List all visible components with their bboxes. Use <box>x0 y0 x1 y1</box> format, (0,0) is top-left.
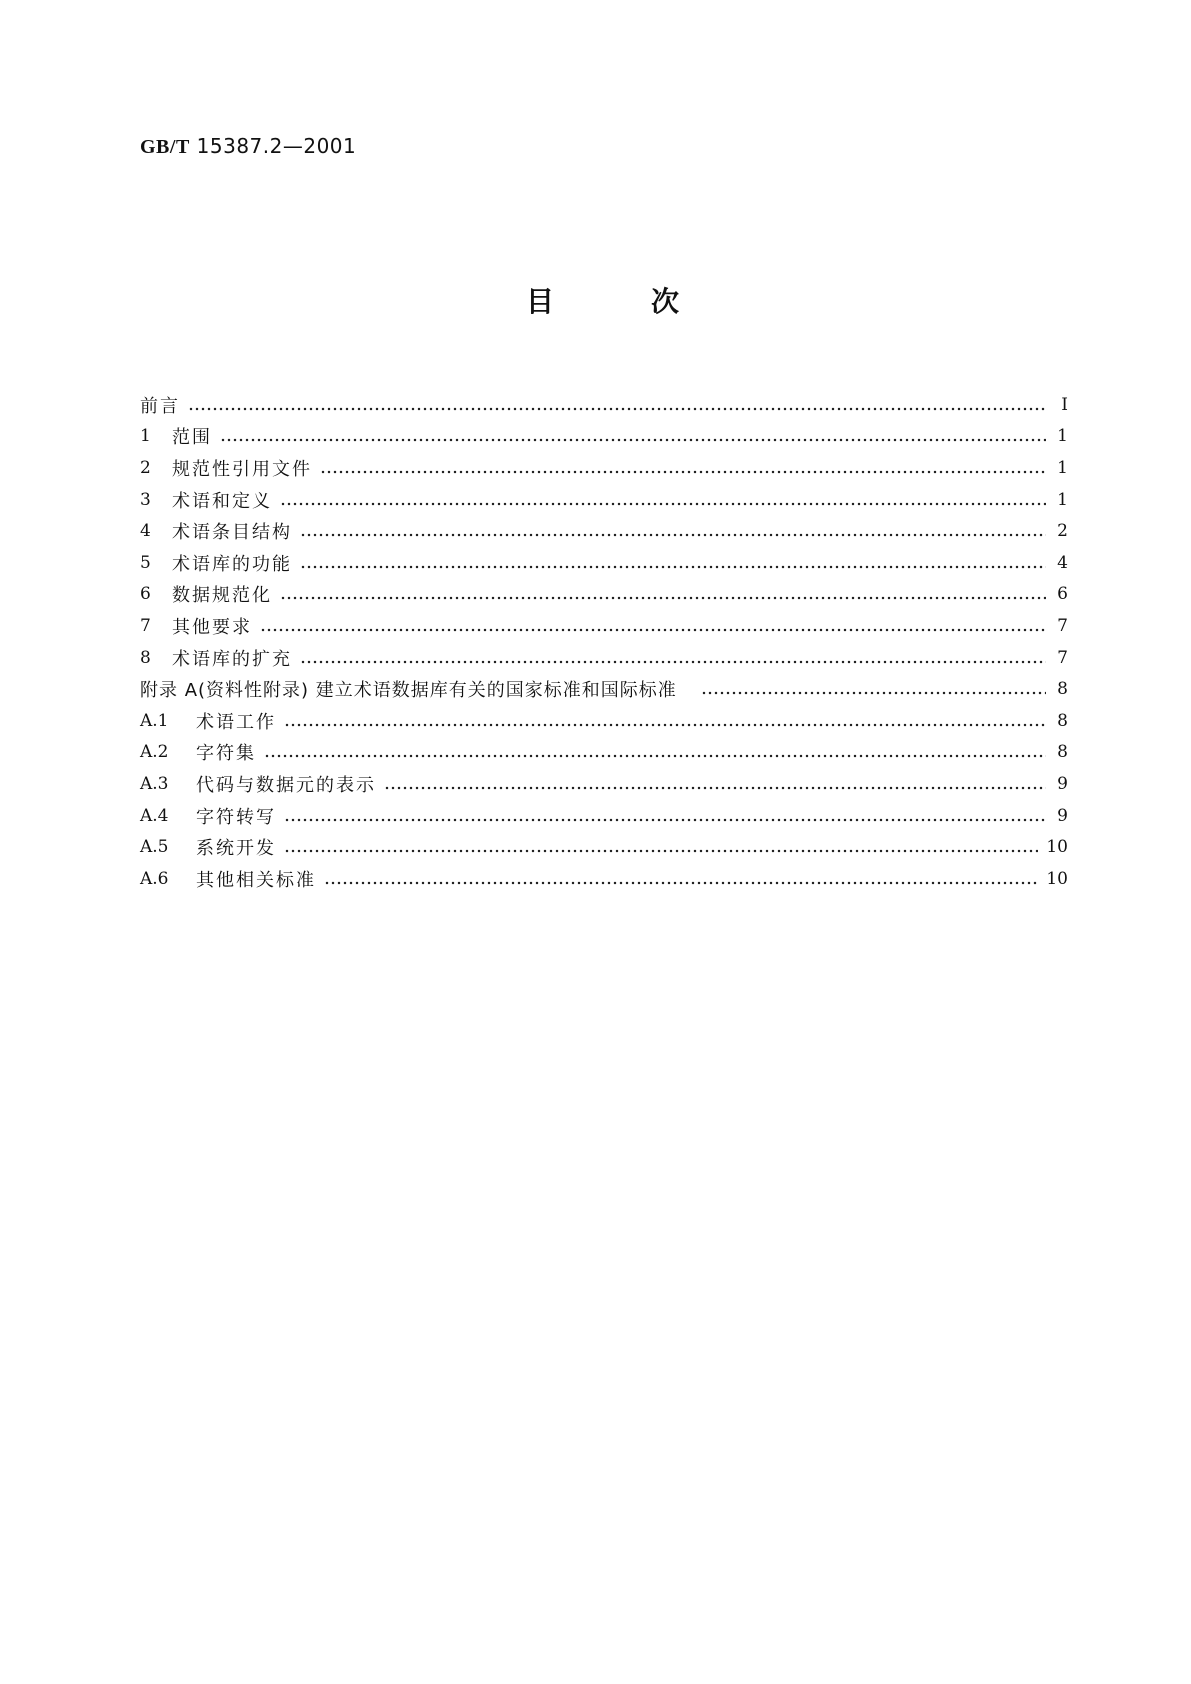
toc-entry-number: 6 <box>140 584 151 605</box>
dot-leader <box>284 711 1046 731</box>
toc-entry-number: 8 <box>140 647 151 668</box>
dot-leader <box>300 553 1046 573</box>
table-of-contents <box>140 389 1068 895</box>
toc-entry-label: 术语和定义 <box>172 490 272 512</box>
dot-leader <box>300 521 1046 541</box>
dot-leader <box>324 869 1038 889</box>
toc-entry-page: 2 <box>1057 521 1068 542</box>
toc-entry-label: 字符转写 <box>196 806 276 828</box>
toc-entry-number: A.3 <box>140 773 169 794</box>
toc-entry-3[interactable] <box>140 484 1068 516</box>
toc-entry-number: 4 <box>140 521 151 542</box>
toc-entry-appendix-a[interactable] <box>140 673 1068 705</box>
toc-entry-number: A.1 <box>140 710 169 731</box>
toc-entry-page: 9 <box>1057 805 1068 826</box>
toc-entry-label: 其他相关标准 <box>196 869 316 891</box>
toc-entry-page: I <box>1061 394 1068 415</box>
toc-entry-page: 1 <box>1057 489 1068 510</box>
toc-entry-label: 术语库的功能 <box>172 553 292 575</box>
toc-entry-a2[interactable] <box>140 737 1068 769</box>
standard-number: 15387.2—2001 <box>196 134 357 158</box>
toc-entry-label: 术语工作 <box>196 711 276 733</box>
toc-entry-page: 6 <box>1057 584 1068 605</box>
toc-entry-page: 4 <box>1057 552 1068 573</box>
toc-entry-number: 3 <box>140 489 151 510</box>
toc-entry-number: 5 <box>140 552 151 573</box>
dot-leader <box>300 648 1046 668</box>
toc-entry-number: 1 <box>140 426 151 447</box>
toc-entry-label: 代码与数据元的表示 <box>196 774 376 796</box>
toc-entry-page: 10 <box>1046 837 1068 858</box>
dot-leader <box>284 837 1038 857</box>
toc-entry-label: 前言 <box>140 395 180 417</box>
standard-prefix: GB/T <box>140 136 190 158</box>
toc-entry-page: 9 <box>1057 773 1068 794</box>
toc-entry-a5[interactable] <box>140 831 1068 863</box>
toc-entry-label: 其他要求 <box>172 616 252 638</box>
dot-leader <box>280 490 1046 510</box>
page-title <box>0 280 1191 320</box>
dot-leader <box>188 395 1046 415</box>
toc-entry-label: 附录 A(资料性附录) 建立术语数据库有关的国家标准和国际标准 <box>140 680 677 702</box>
toc-entry-a1[interactable] <box>140 705 1068 737</box>
dot-leader <box>260 616 1046 636</box>
toc-entry-number: A.4 <box>140 805 169 826</box>
toc-entry-label: 术语库的扩充 <box>172 648 292 670</box>
toc-entry-page: 7 <box>1057 615 1068 636</box>
toc-entry-page: 8 <box>1057 742 1068 763</box>
toc-entry-5[interactable] <box>140 547 1068 579</box>
title-char-2: 次 <box>651 285 680 318</box>
toc-entry-label: 系统开发 <box>196 838 276 860</box>
toc-entry-number: A.6 <box>140 868 169 889</box>
dot-leader <box>320 458 1046 478</box>
toc-entry-a6[interactable] <box>140 863 1068 895</box>
toc-entry-page: 10 <box>1046 868 1068 889</box>
toc-entry-page: 8 <box>1057 710 1068 731</box>
toc-entry-foreword[interactable] <box>140 389 1068 421</box>
dot-leader <box>264 742 1046 762</box>
toc-entry-number: 7 <box>140 615 151 636</box>
standard-header <box>140 134 356 159</box>
dot-leader <box>220 426 1046 446</box>
toc-entry-a3[interactable] <box>140 768 1068 800</box>
title-char-1: 目 <box>526 285 555 318</box>
toc-entry-8[interactable] <box>140 642 1068 674</box>
toc-entry-label: 字符集 <box>196 743 256 765</box>
toc-entry-2[interactable] <box>140 452 1068 484</box>
toc-entry-number: 2 <box>140 457 151 478</box>
toc-entry-6[interactable] <box>140 579 1068 611</box>
toc-entry-7[interactable] <box>140 610 1068 642</box>
toc-entry-1[interactable] <box>140 421 1068 453</box>
toc-entry-page: 1 <box>1057 426 1068 447</box>
dot-leader <box>384 774 1046 794</box>
toc-entry-label: 术语条目结构 <box>172 522 292 544</box>
toc-entry-a4[interactable] <box>140 800 1068 832</box>
dot-leader <box>701 679 1046 699</box>
toc-entry-number: A.2 <box>140 742 169 763</box>
toc-entry-label: 规范性引用文件 <box>172 458 312 480</box>
toc-entry-label: 数据规范化 <box>172 585 272 607</box>
dot-leader <box>284 806 1046 826</box>
toc-entry-label: 范围 <box>172 427 212 449</box>
dot-leader <box>280 584 1046 604</box>
toc-entry-page: 1 <box>1057 457 1068 478</box>
toc-entry-4[interactable] <box>140 515 1068 547</box>
toc-entry-page: 7 <box>1057 647 1068 668</box>
toc-entry-number: A.5 <box>140 837 169 858</box>
toc-entry-page: 8 <box>1057 679 1068 700</box>
